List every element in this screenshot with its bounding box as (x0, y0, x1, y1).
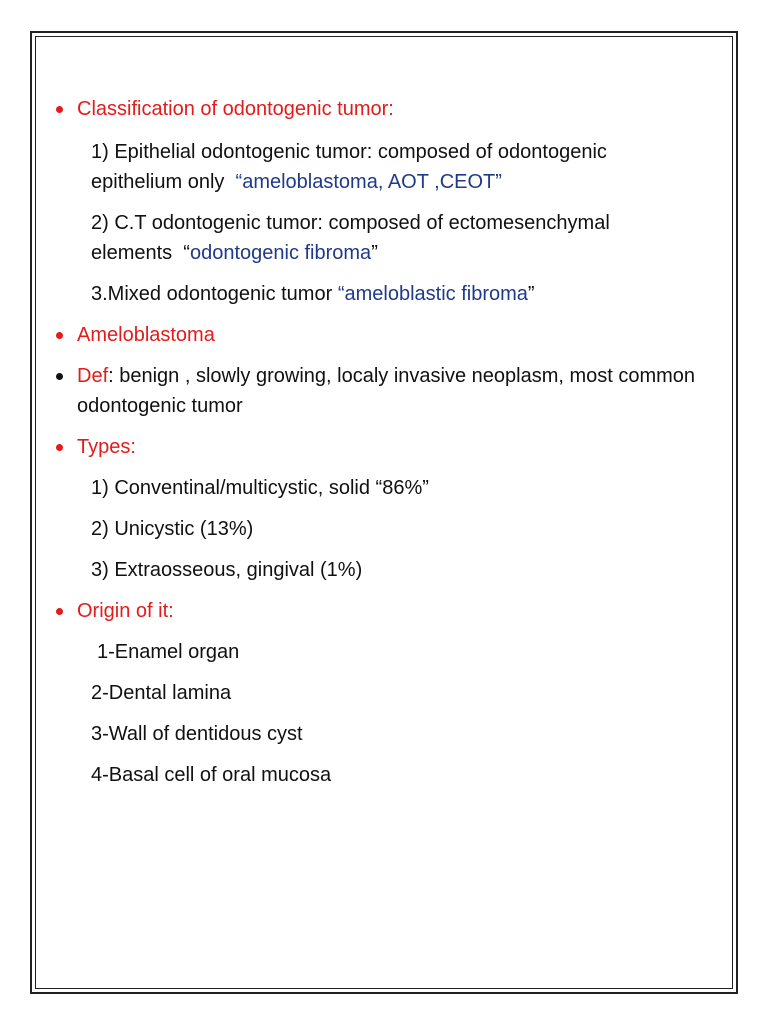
classification-item-2-examples: odontogenic fibroma (189, 242, 372, 264)
origin-item: 1-Enamel organ (97, 641, 240, 663)
types-heading-item (56, 432, 696, 462)
classification-heading: Classification of odontogenic tumor: (77, 98, 394, 120)
classification-item-3-text: 3.Mixed odontogenic tumor (91, 283, 333, 305)
types-item: 3) Extraosseous, gingival (1%) (91, 559, 363, 581)
origin-item: 3-Wall of dentidous cyst (91, 723, 303, 745)
classification-item-2-text: 2) C.T odontogenic tumor: composed of ectomesenchymal elements (91, 212, 610, 264)
bullet-icon (56, 444, 63, 451)
definition-label: Def (77, 365, 109, 387)
classification-item-2-quote-close: ” (371, 242, 378, 264)
classification-item-3-examples: “ameloblastic fibroma (337, 283, 528, 305)
bullet-icon (56, 373, 63, 380)
types-item: 1) Conventinal/multicystic, solid “86%” (91, 477, 429, 499)
definition-item (56, 361, 696, 421)
definition-text: : benign , slowly growing, localy invasive neoplasm, most common odontogenic tumor (77, 365, 696, 417)
types-item: 2) Unicystic (13%) (91, 518, 254, 540)
ameloblastoma-heading-item (56, 320, 696, 350)
classification-heading-item (56, 94, 696, 124)
classification-item-2-quote-open: “ (183, 242, 190, 264)
origin-item: 2-Dental lamina (91, 682, 232, 704)
origin-heading-item (56, 596, 696, 626)
types-heading: Types: (77, 436, 136, 458)
classification-item-3 (56, 279, 696, 309)
classification-item-1-examples: “ameloblastoma, AOT ,CEOT” (235, 171, 502, 193)
bullet-icon (56, 106, 63, 113)
bullet-icon (56, 332, 63, 339)
origin-heading: Origin of it: (77, 600, 174, 622)
bullet-icon (56, 608, 63, 615)
classification-item-3-quote-close: ” (527, 283, 535, 305)
origin-item: 4-Basal cell of oral mucosa (91, 764, 332, 786)
classification-item-1 (56, 137, 696, 197)
document-content (56, 94, 696, 790)
classification-item-2 (56, 208, 696, 268)
ameloblastoma-heading: Ameloblastoma (77, 324, 215, 346)
classification-item-1-text: 1) Epithelial odontogenic tumor: composed of odontogenic epithelium only (91, 141, 607, 193)
